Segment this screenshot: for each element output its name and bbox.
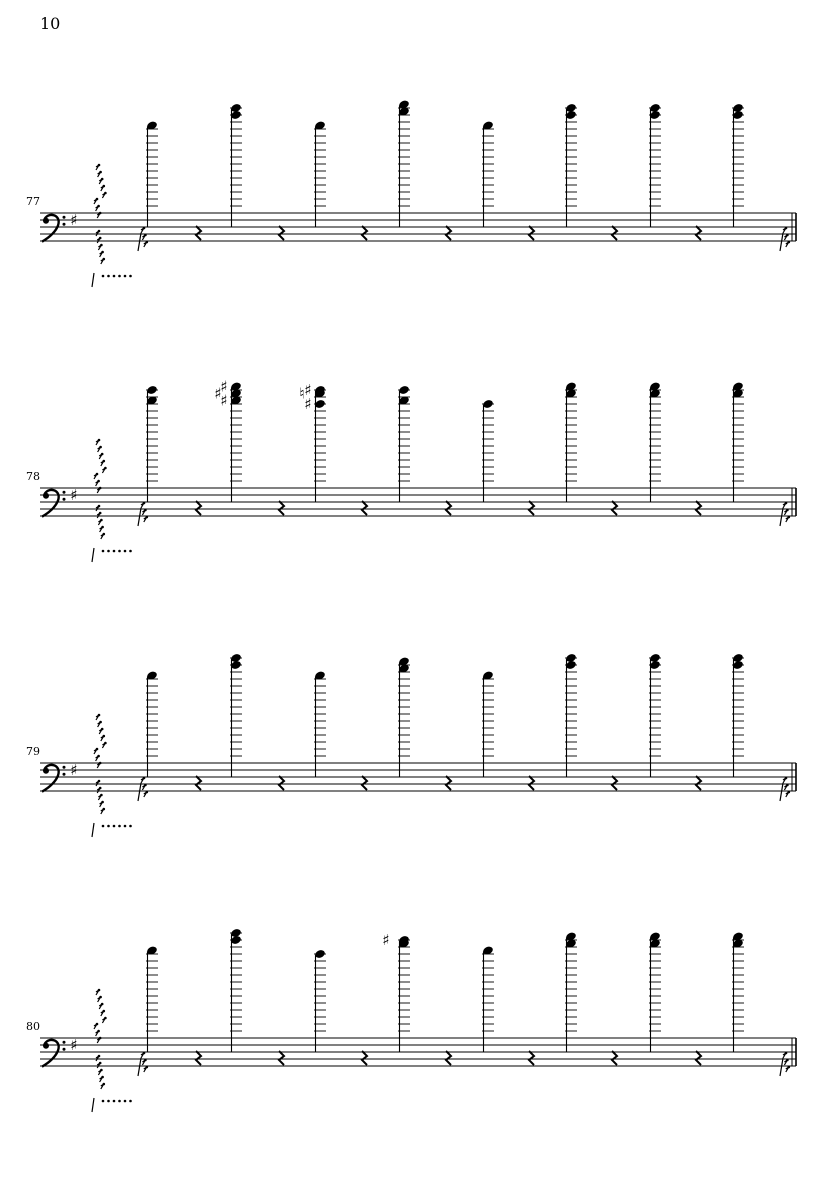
quarter-rest xyxy=(529,1051,534,1065)
chord xyxy=(565,931,577,1052)
dot xyxy=(102,275,105,278)
staff-system xyxy=(26,378,796,563)
dot xyxy=(129,1100,132,1103)
page-number: 10 xyxy=(40,14,61,33)
dot xyxy=(124,275,127,278)
chord xyxy=(314,949,326,1052)
quarter-rest xyxy=(446,501,451,515)
natural-sign: ♮ xyxy=(299,384,305,403)
quarter-rest xyxy=(362,501,367,515)
dot xyxy=(102,1100,105,1103)
quarter-rest xyxy=(696,501,701,515)
dot xyxy=(118,550,121,553)
sharp-sign: ♯ xyxy=(382,931,390,949)
chord xyxy=(299,381,326,502)
staff-system xyxy=(26,928,796,1112)
sharp-sign: ♯ xyxy=(70,211,78,229)
chord xyxy=(482,120,494,227)
quarter-rest xyxy=(529,776,534,790)
quarter-rest xyxy=(696,1051,701,1065)
chord xyxy=(565,653,577,777)
chord xyxy=(649,931,661,1052)
sharp-sign: ♯ xyxy=(70,1036,78,1054)
chord xyxy=(649,653,661,777)
quarter-rest xyxy=(279,501,284,515)
chord xyxy=(146,120,158,227)
stem xyxy=(138,1058,141,1076)
chord xyxy=(230,928,242,1052)
chord xyxy=(732,653,744,777)
chord xyxy=(146,385,158,502)
dot xyxy=(118,825,121,828)
quarter-rest xyxy=(529,226,534,240)
dot xyxy=(124,1100,127,1103)
quarter-rest xyxy=(612,776,617,790)
chord xyxy=(482,670,494,777)
dot xyxy=(124,825,127,828)
chord xyxy=(382,931,410,1052)
chord xyxy=(565,103,577,227)
chord xyxy=(732,103,744,227)
stem xyxy=(780,1058,783,1076)
chord xyxy=(732,381,744,502)
dot xyxy=(129,550,132,553)
quarter-rest xyxy=(362,1051,367,1065)
quarter-rest xyxy=(279,1051,284,1065)
staff-system xyxy=(26,99,796,287)
chord xyxy=(314,670,326,777)
dot xyxy=(113,275,116,278)
chord xyxy=(314,120,326,227)
dot xyxy=(118,275,121,278)
dot xyxy=(124,550,127,553)
dot xyxy=(107,1100,110,1103)
chord xyxy=(146,945,158,1052)
quarter-rest xyxy=(696,776,701,790)
chord xyxy=(146,670,158,777)
stem xyxy=(780,233,783,251)
stem xyxy=(92,273,94,287)
quarter-rest xyxy=(446,776,451,790)
chord xyxy=(649,381,661,502)
bass-clef-icon xyxy=(42,215,66,242)
dot xyxy=(129,275,132,278)
chord xyxy=(230,653,242,777)
quarter-rest xyxy=(196,1051,201,1065)
quarter-rest xyxy=(696,226,701,240)
sharp-sign: ♯ xyxy=(304,381,312,399)
dot xyxy=(107,275,110,278)
quarter-rest xyxy=(612,226,617,240)
sharp-sign: ♯ xyxy=(70,761,78,779)
chord xyxy=(398,99,410,227)
chord xyxy=(482,399,494,502)
sharp-sign: ♯ xyxy=(304,395,312,413)
bass-clef-icon xyxy=(42,765,66,792)
chord xyxy=(649,103,661,227)
chord xyxy=(732,931,744,1052)
sharp-sign: ♯ xyxy=(220,377,228,396)
dot xyxy=(102,550,105,553)
chord xyxy=(565,381,577,502)
dot xyxy=(113,1100,116,1103)
chord xyxy=(398,656,410,777)
stem xyxy=(138,233,141,251)
stem xyxy=(780,508,783,526)
bass-clef-icon xyxy=(42,1040,66,1067)
dot xyxy=(129,825,132,828)
sharp-sign: ♯ xyxy=(70,486,78,504)
quarter-rest xyxy=(362,776,367,790)
staff-system xyxy=(26,653,796,837)
quarter-rest xyxy=(362,226,367,240)
quarter-rest xyxy=(196,501,201,515)
quarter-rest xyxy=(196,226,201,240)
dot xyxy=(107,550,110,553)
quarter-rest xyxy=(612,1051,617,1065)
stem xyxy=(780,783,783,801)
quarter-rest xyxy=(196,776,201,790)
dot xyxy=(118,1100,121,1103)
stem xyxy=(92,823,94,837)
stem xyxy=(92,1098,94,1112)
measure-number: 79 xyxy=(26,745,40,758)
stem xyxy=(138,783,141,801)
quarter-rest xyxy=(279,776,284,790)
chord xyxy=(482,945,494,1052)
dot xyxy=(107,825,110,828)
measure-number: 78 xyxy=(26,470,40,483)
sharp-sign: ♯ xyxy=(214,384,222,403)
chord xyxy=(230,103,242,227)
chord xyxy=(398,385,410,502)
bass-clef-icon xyxy=(42,490,66,517)
stem xyxy=(138,508,141,526)
quarter-rest xyxy=(612,501,617,515)
measure-number: 77 xyxy=(26,195,40,208)
dot xyxy=(113,825,116,828)
sharp-sign: ♯ xyxy=(220,391,228,410)
chord xyxy=(214,378,242,503)
quarter-rest xyxy=(446,1051,451,1065)
quarter-rest xyxy=(529,501,534,515)
quarter-rest xyxy=(446,226,451,240)
dot xyxy=(113,550,116,553)
dot xyxy=(102,825,105,828)
stem xyxy=(92,548,94,562)
measure-number: 80 xyxy=(26,1020,40,1033)
quarter-rest xyxy=(279,226,284,240)
